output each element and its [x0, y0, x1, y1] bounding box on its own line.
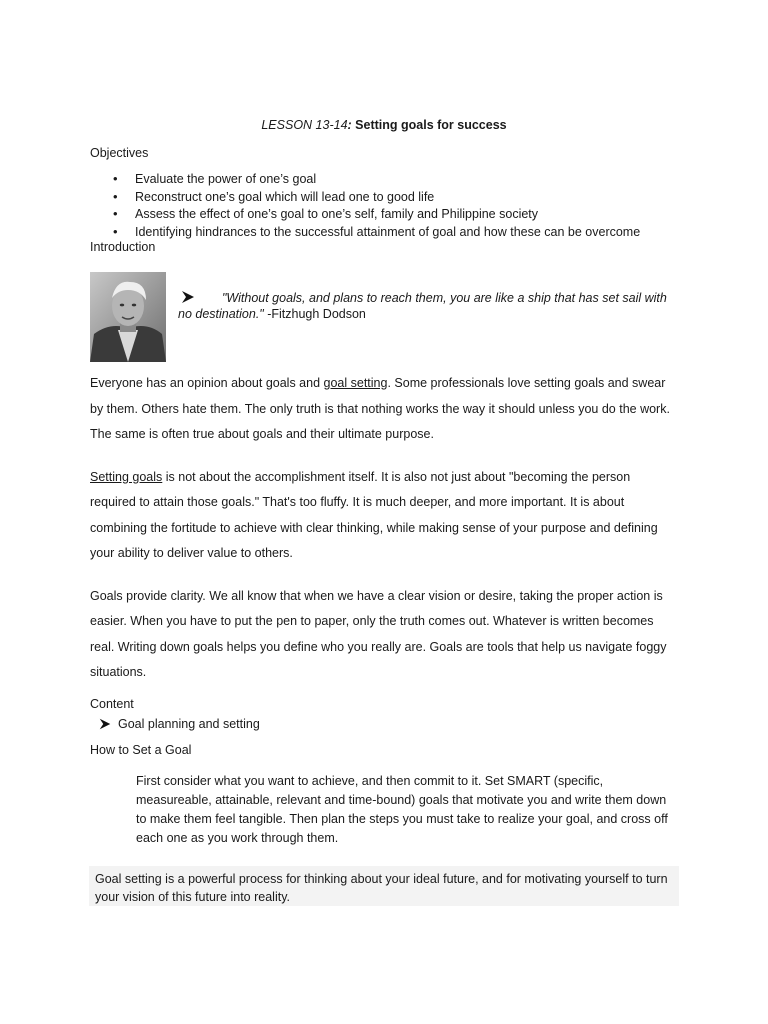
content-heading: Content	[90, 697, 134, 711]
page-title	[0, 118, 768, 132]
bullet-icon: •	[113, 189, 118, 204]
howto-heading: How to Set a Goal	[90, 743, 192, 757]
bullet-icon: •	[113, 171, 118, 186]
title-colon: :	[347, 118, 352, 132]
goal-setting-link[interactable]: goal setting	[323, 376, 388, 390]
callout-box: Goal setting is a powerful process for thinking about your ideal future, and for motivating yourself to turn your vision of this future into reality.	[89, 866, 679, 906]
portrait-photo	[90, 272, 166, 362]
arrowhead-bullet-icon	[180, 289, 196, 305]
introduction-heading: Introduction	[90, 240, 156, 254]
lesson-topic: Setting goals for success	[351, 118, 507, 132]
bullet-icon: •	[113, 224, 118, 239]
lesson-number: LESSON 13-14	[261, 118, 348, 132]
content-item: Goal planning and setting	[118, 717, 260, 731]
objectives-heading: Objectives	[90, 146, 149, 160]
bullet-icon: •	[113, 206, 118, 221]
document-page: LESSON 13-14: Setting goals for success Objectives • Evaluate the power of one’s goal • Reconstruct one’s goal which will lead one to good life • Assess the effect of one’s goal to one’s self, family and Philippine society • Identifying hindrances to the successful attainment of goal and how these can be overcome Introduction "Without goals, and plans to reach them, you are like a ship that has set sail with no destination." -Fitzhugh Dodson Everyone has an opinion about goals and goal setting. Some professionals love setting goals and swear by them. Others hate them. The only truth is that nothing works the way it should unless you do the work. The same is often true about goals and their ultimate purpose. Setting goals is not about the accomplishment itself. It is also not just about "becoming the person required to attain those goals." That's too fluffy. It is much deeper, and more important. It is about combining the fortitude to achieve with clear thinking, while making sense of your purpose and defining your ability to deliver value to others. Goals provide clarity. We all know that when we have a clear vision or desire, taking the proper action is easier. When you have to put the pen to paper, only the truth comes out. Whatever is written becomes real. Writing down goals helps you define who you really are. Goals are tools that help us navigate foggy situations. Content Goal planning and setting How to Set a Goal First consider what you want to achieve, and then commit to it. Set SMART (specific, measureable, attainable, relevant and time-bound) goals that motivate you and write them down to make them feel tangible. Then plan the steps you must take to realize your goal, and cross off each one as you work through them. Goal setting is a powerful process for thinking about your ideal future, and for motivating yourself to turn your vision of this future into reality.	[0, 0, 768, 1024]
setting-goals-link[interactable]: Setting goals	[90, 470, 163, 484]
quote-text: "Without goals, and plans to reach them, you are like a ship that has set sail with	[222, 291, 667, 305]
quote-attribution: no destination." -Fitzhugh Dodson	[178, 307, 366, 321]
arrowhead-bullet-icon	[98, 717, 112, 731]
